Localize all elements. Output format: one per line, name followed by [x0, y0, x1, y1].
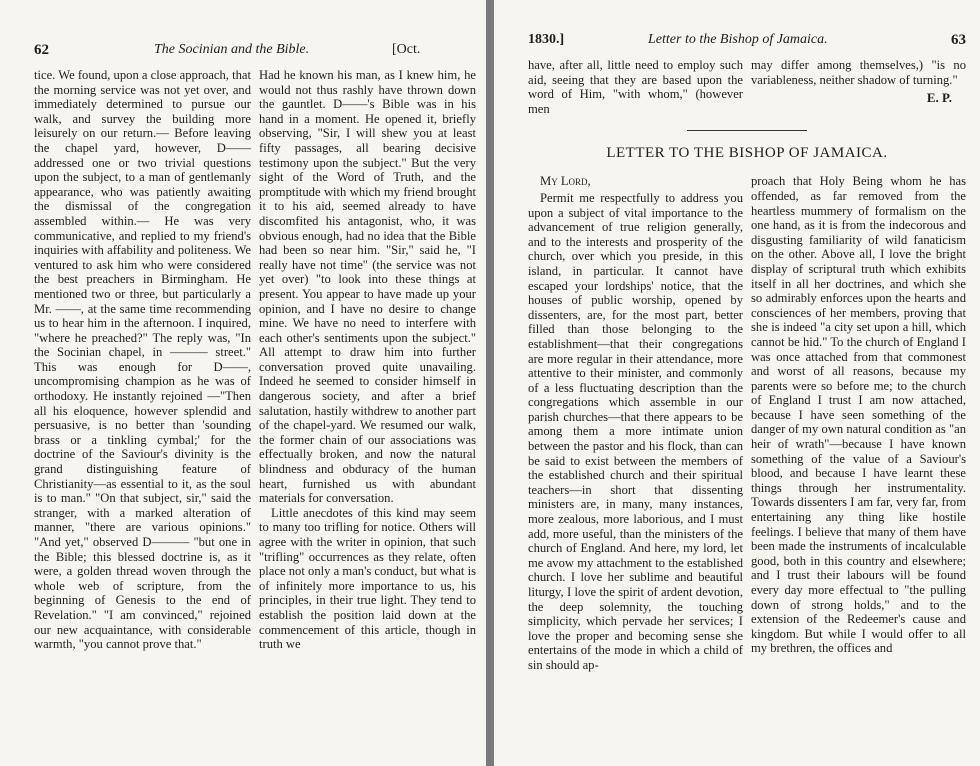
page-number: 63 [951, 32, 966, 48]
left-column-2 [259, 68, 476, 652]
book-gutter [486, 0, 494, 766]
letter-column-1 [528, 174, 743, 672]
letter-columns [528, 174, 966, 672]
paragraph: tice. We found, upon a close approach, that the morning service was not yet over, and immediately determined to pursue our walk, and survey the building more leisurely on our return.— Before leaving the chapel yard, however, D—— addressed one or two trivial questions upon the subject, to a man of gentlemanly appearance, who was patiently awaiting the dismissal of the congregation assembled within.— He was very communicative, and replied to my friend's inquiries with affability and politeness. We ventured to ask him who were considered the best preachers in Birmingham. He mentioned two or three, but particularly a Mr. ——, at the same time recommending us to hear him in the afternoon. I inquired, "where he preached?" The reply was, "In the Socinian chapel, in ——— street." This was enough for D——, uncompromising champion as he was of orthodoxy. He instantly rejoined —"Then all his eloquence, however splendid and persuasive, is no better than 'sounding brass or a tinkling cymbal;' for the doctrine of the Saviour's divinity is the grand distinguishing feature of Christianity—as essential to it, as the soul is to man." "On that subject, sir," said the stranger, with a marked alteration of manner, "there are various opinions." "And yet," observed D——— "but one in the Bible; this blessed doctrine is, as it were, a golden thread woven through the whole web of scripture, from the beginning of Genesis to the end of Revelation." "I am convinced," rejoined our new acquaintance, with considerable warmth, "you cannot prove that." [34, 68, 251, 652]
running-title: Letter to the Bishop of Jamaica. [648, 32, 828, 47]
left-column-1 [34, 68, 251, 652]
intro-column-1 [528, 58, 743, 116]
left-page [0, 0, 486, 766]
paragraph: Permit me respectfully to address you upon a subject of vital importance to the advancement of true religion generally, and to the interests and prosperity of the church, over which you preside, in this island, in particular. It cannot have escaped your lordships' notice, that the houses of public worship, opened by dissenters, are, for the most part, better filled than those belonging to the establishment—that their congregations are more regular in their attendance, more attentive to their minister, and commonly of a less fluctuating description than the congregations which assemble in our parish churches—that there appears to be among them a more intimate union between the pastor and his flock, than can be said to exist between the members of the established church and their spiritual teachers—in short that dissenting ministers are, in many, many instances, more zealous, more laborious, and I must add, more useful, than the ministers of the church of England. And here, my lord, let me avow my attachment to the established church. I love her sublime and beautiful liturgy, I love the spirit of ardent devotion, the deep solemnity, the touching simplicity, which pervade her services; I love the proper and becoming sense she entertains of the mode in which a child of sin should ap- [528, 190, 743, 672]
paragraph: Little anecdotes of this kind may seem to many too trifling for notice. Others will agree with the writer in opinion, that such "trifling" occurrences as they relate, often place not only a man's conduct, but what is of infinitely more importance to us, his principles, in their true light. They tend to establish the position laid down at the commencement of this article, though in truth we [259, 505, 476, 652]
author-signature: E. P. [926, 90, 952, 106]
salutation: My Lord, [540, 174, 591, 189]
running-title: The Socinian and the Bible. [154, 42, 310, 57]
right-page [494, 0, 980, 766]
paragraph: proach that Holy Being whom he has offended, as far removed from the heartless mummery of formalism on the one hand, as it is from the indecorous and disgusting familiarity of wild fanaticism on the other. Above all, I love the bright display of scriptural truth which exhibits itself in all her doctrines, and which she so admirably enforces upon the hearts and consciences of her members, proving that she is indeed "a city set upon a hill, which cannot be hid." To the church of England I was once attached from that commonest and worst of all reasons, because my parents were so before me; to the church of England I trust I am now attached, because I have seen something of the danger of my own natural condition as "an heir of wrath"—because I have known something of the value of a Saviour's blood, and because I have learnt these things through her instrumentality. Towards dissenters I am far, very far, from entertaining any thing like hostile feelings. I believe that many of them have been made the instruments of incalculable good, both in this country and elsewhere; and I trust their labours will be found every day more effectual to "the pulling down of strong holds," and to the extension of the Redeemer's cause and kingdom. But while I would offer to all my brethren, the offices and [751, 174, 966, 656]
intro-columns [528, 58, 966, 116]
page-number: 62 [34, 42, 49, 58]
paragraph: may differ among themselves,) "is no variableness, neither shadow of turning." [751, 58, 966, 87]
intro-column-2 [751, 58, 966, 116]
paragraph: have, after all, little need to employ such aid, seeing that they are based upon the word of Him, "with whom," (however men [528, 58, 743, 116]
left-page-header [34, 42, 476, 68]
date-mark: [Oct. [392, 42, 421, 57]
section-divider [687, 130, 807, 131]
letter-column-2 [751, 174, 966, 672]
date-mark: 1830.] [528, 32, 565, 47]
left-page-columns [34, 68, 476, 652]
paragraph: Had he known his man, as I knew him, he would not thus rashly have thrown down the gauntlet. D——'s Bible was in his hand in a moment. He opened it, briefly observing, "Sir, I will shew you at least fifty passages, all bearing decisive testimony upon the subject." But the very sight of the Word of Truth, and the promptitude with which my friend brought it to his aid, seemed already to have discomfited his antagonist, who, it was obvious enough, had no idea that the Bible had been so near him. "Sir," said he, "I really have not time" (the service was not yet over) "to look into these things at present. You appear to have made up your opinion, and I have no desire to change mine. We have no need to interfere with each other's sentiments upon the subject." All attempt to draw him into further conversation proved quite unavailing. Indeed he seemed to consider himself in dangerous society, and after a brief salutation, hastily withdrew to another part of the chapel-yard. We resumed our walk, the former chain of our associations was effectually broken, and now the natural blindness and obduracy of the human heart, furnished us with abundant materials for conversation. [259, 68, 476, 506]
article-title: LETTER TO THE BISHOP OF JAMAICA. [606, 145, 888, 162]
right-page-header [528, 32, 966, 58]
